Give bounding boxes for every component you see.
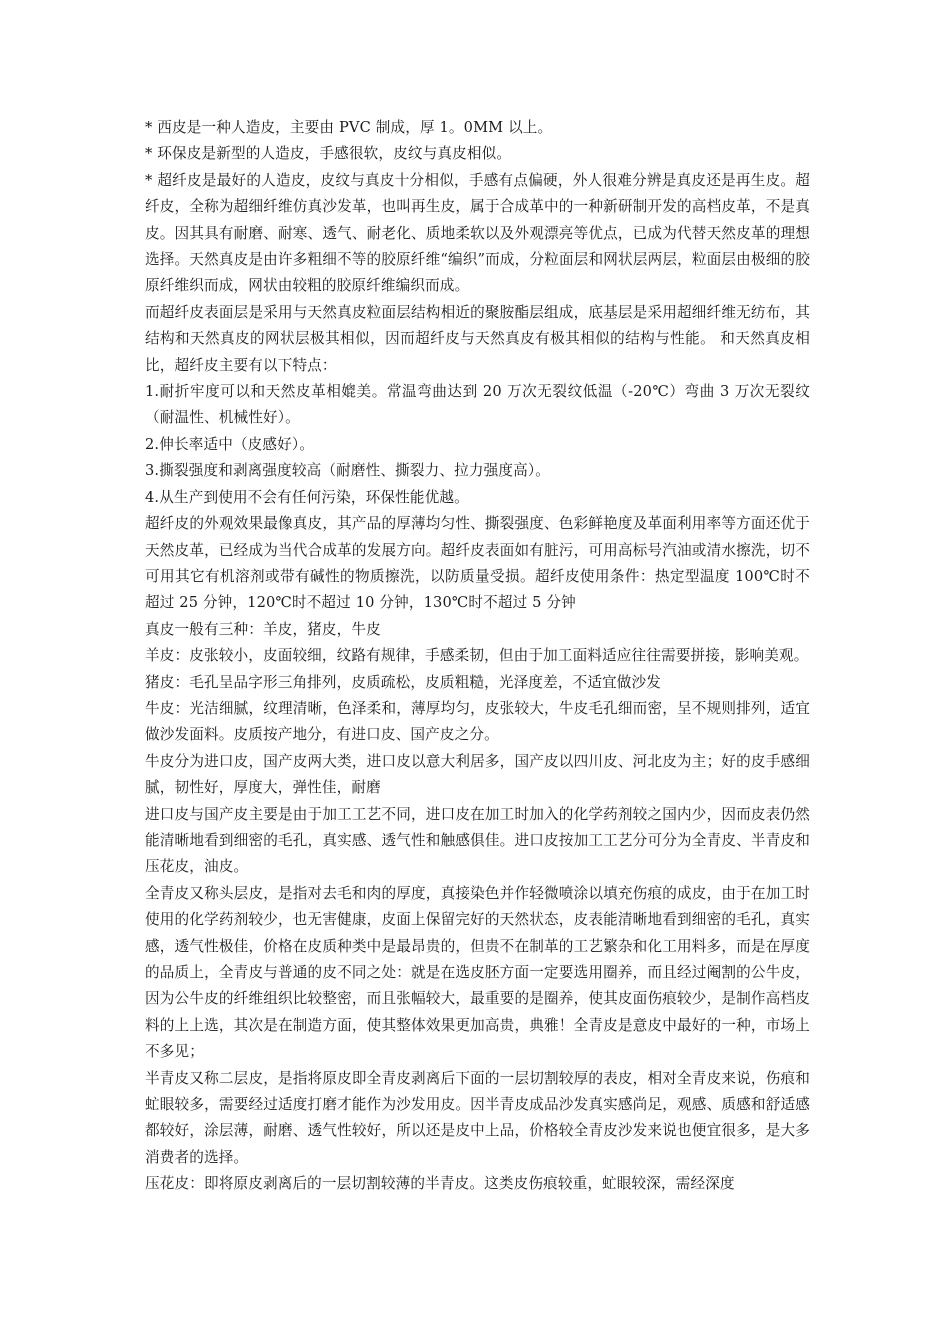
- paragraph-cowhide-origin: 牛皮分为进口皮，国产皮两大类，进口皮以意大利居多，国产皮以四川皮、河北皮为主；好的皮手感细腻，韧性好，厚度大，弹性佳，耐磨: [145, 752, 810, 797]
- paragraph-import-vs-domestic: 进口皮与国产皮主要是由于加工工艺不同，进口皮在加工时加入的化学药剂较之国内少，因而皮表仍然能清晰地看到细密的毛孔，真实感、透气性和触感俱佳。进口皮按加工工艺分可分为全青皮、半青皮和压花皮，油皮。: [145, 805, 810, 876]
- list-item-feature-3: 3.撕裂强度和剥离强度较高（耐磨性、撕裂力、拉力强度高）。: [145, 462, 551, 480]
- list-item-feature-2: 2.伸长率适中（皮感好）。: [145, 435, 315, 453]
- paragraph-embossed: 压花皮：即将原皮剥离后的一层切割较薄的半青皮。这类皮伤痕较重，虻眼较深，需经深度: [145, 1175, 735, 1193]
- paragraph-full-grain: 全青皮又称头层皮，是指对去毛和肉的厚度，真接染色并作轻微喷涂以填充伤痕的成皮，由于在加工时使用的化学药剂较少，也无害健康，皮面上保留完好的天然状态，皮表能清晰地看到细密的毛孔，真实感，透气性极佳，价格在皮质种类中是最昂贵的，但贵不在制革的工艺繁杂和化工用料多，而是在厚度的品质上，全青皮与普通的皮不同之处：就是在选皮胚方面一定要选用圈养，而且经过阉割的公牛皮，因为公牛皮的纤维组织比较整密，而且张幅较大，最重要的是圈养，使其皮面伤痕较少，是制作高档皮料的上上选，其次是在制造方面，使其整体效果更加高贵，典雅！全青皮是意皮中最好的一种，市场上不多见；: [145, 884, 810, 1061]
- list-item-feature-4: 4.从生产到使用不会有任何污染，环保性能优越。: [145, 488, 469, 506]
- paragraph-microfiber-care: 超纤皮的外观效果最像真皮，其产品的厚薄均匀性、撕裂强度、色彩鲜艳度及革面利用率等方面还优于天然皮革，已经成为当代合成革的发展方向。超纤皮表面如有脏污，可用高标号汽油或清水擦洗，切不可用其它有机溶剂或带有碱性的物质擦洗，以防质量受损。超纤皮使用条件：热定型温度 100℃时不超过 25 分钟，120℃时不超过 10 分钟，130℃时不超过 5 分钟: [145, 515, 810, 612]
- paragraph-eco-leather: * 环保皮是新型的人造皮，手感很软，皮纹与真皮相似。: [145, 145, 512, 163]
- paragraph-genuine-types: 真皮一般有三种：羊皮，猪皮，牛皮: [145, 620, 381, 638]
- paragraph-microfiber-intro: * 超纤皮是最好的人造皮，皮纹与真皮十分相似，手感有点偏硬，外人很难分辨是真皮还是再生皮。超纤皮，全称为超细纤维仿真沙发革，也叫再生皮，属于合成革中的一种新研制开发的高档皮革，不是真皮。因其具有耐磨、耐寒、透气、耐老化、质地柔软以及外观漂亮等优点，已成为代替天然皮革的理想选择。天然真皮是由许多粗细不等的胶原纤维“编织”而成，分粒面层和网状层两层，粒面层由极细的胶原纤维织而成，网状由较粗的胶原纤维编织而成。: [145, 171, 810, 295]
- paragraph-half-grain: 半青皮又称二层皮，是指将原皮即全青皮剥离后下面的一层切割较厚的表皮，相对全青皮来说，伤痕和虻眼较多，需要经过适度打磨才能作为沙发用皮。因半青皮成品沙发真实感尚足，观感、质感和舒适感都较好，涂层薄，耐磨、透气性较好，所以还是皮中上品，价格较全青皮沙发来说也便宜很多，是大多消费者的选择。: [145, 1069, 810, 1166]
- list-item-feature-1: 1.耐折牢度可以和天然皮革相媲美。常温弯曲达到 20 万次无裂纹低温（-20℃）弯曲 3 万次无裂纹（耐温性、机械性好）。: [145, 383, 810, 427]
- document-body: [145, 115, 810, 1198]
- paragraph-cowhide: 牛皮：光洁细腻，纹理清晰，色泽柔和，薄厚均匀，皮张较大，牛皮毛孔细而密，呈不规则排列，适宜做沙发面料。皮质按产地分，有进口皮、国产皮之分。: [145, 699, 810, 744]
- paragraph-microfiber-structure: 而超纤皮表面层是采用与天然真皮粒面层结构相近的聚胺酯层组成，底基层是采用超细纤维无纺布，其结构和天然真皮的网状层极其相似，因而超纤皮与天然真皮有极其相似的结构与性能。 和天然真皮相比，超纤皮主要有以下特点：: [145, 303, 810, 374]
- paragraph-pigskin: 猪皮：毛孔呈品字形三角排列，皮质疏松，皮质粗糙，光泽度差，不适宜做沙发: [145, 673, 662, 691]
- paragraph-pvc-leather: * 西皮是一种人造皮，主要由 PVC 制成，厚 1。0MM 以上。: [145, 119, 553, 136]
- paragraph-sheepskin: 羊皮：皮张较小，皮面较细，纹路有规律，手感柔韧，但由于加工面料适应往往需要拼接，影响美观。: [145, 647, 809, 665]
